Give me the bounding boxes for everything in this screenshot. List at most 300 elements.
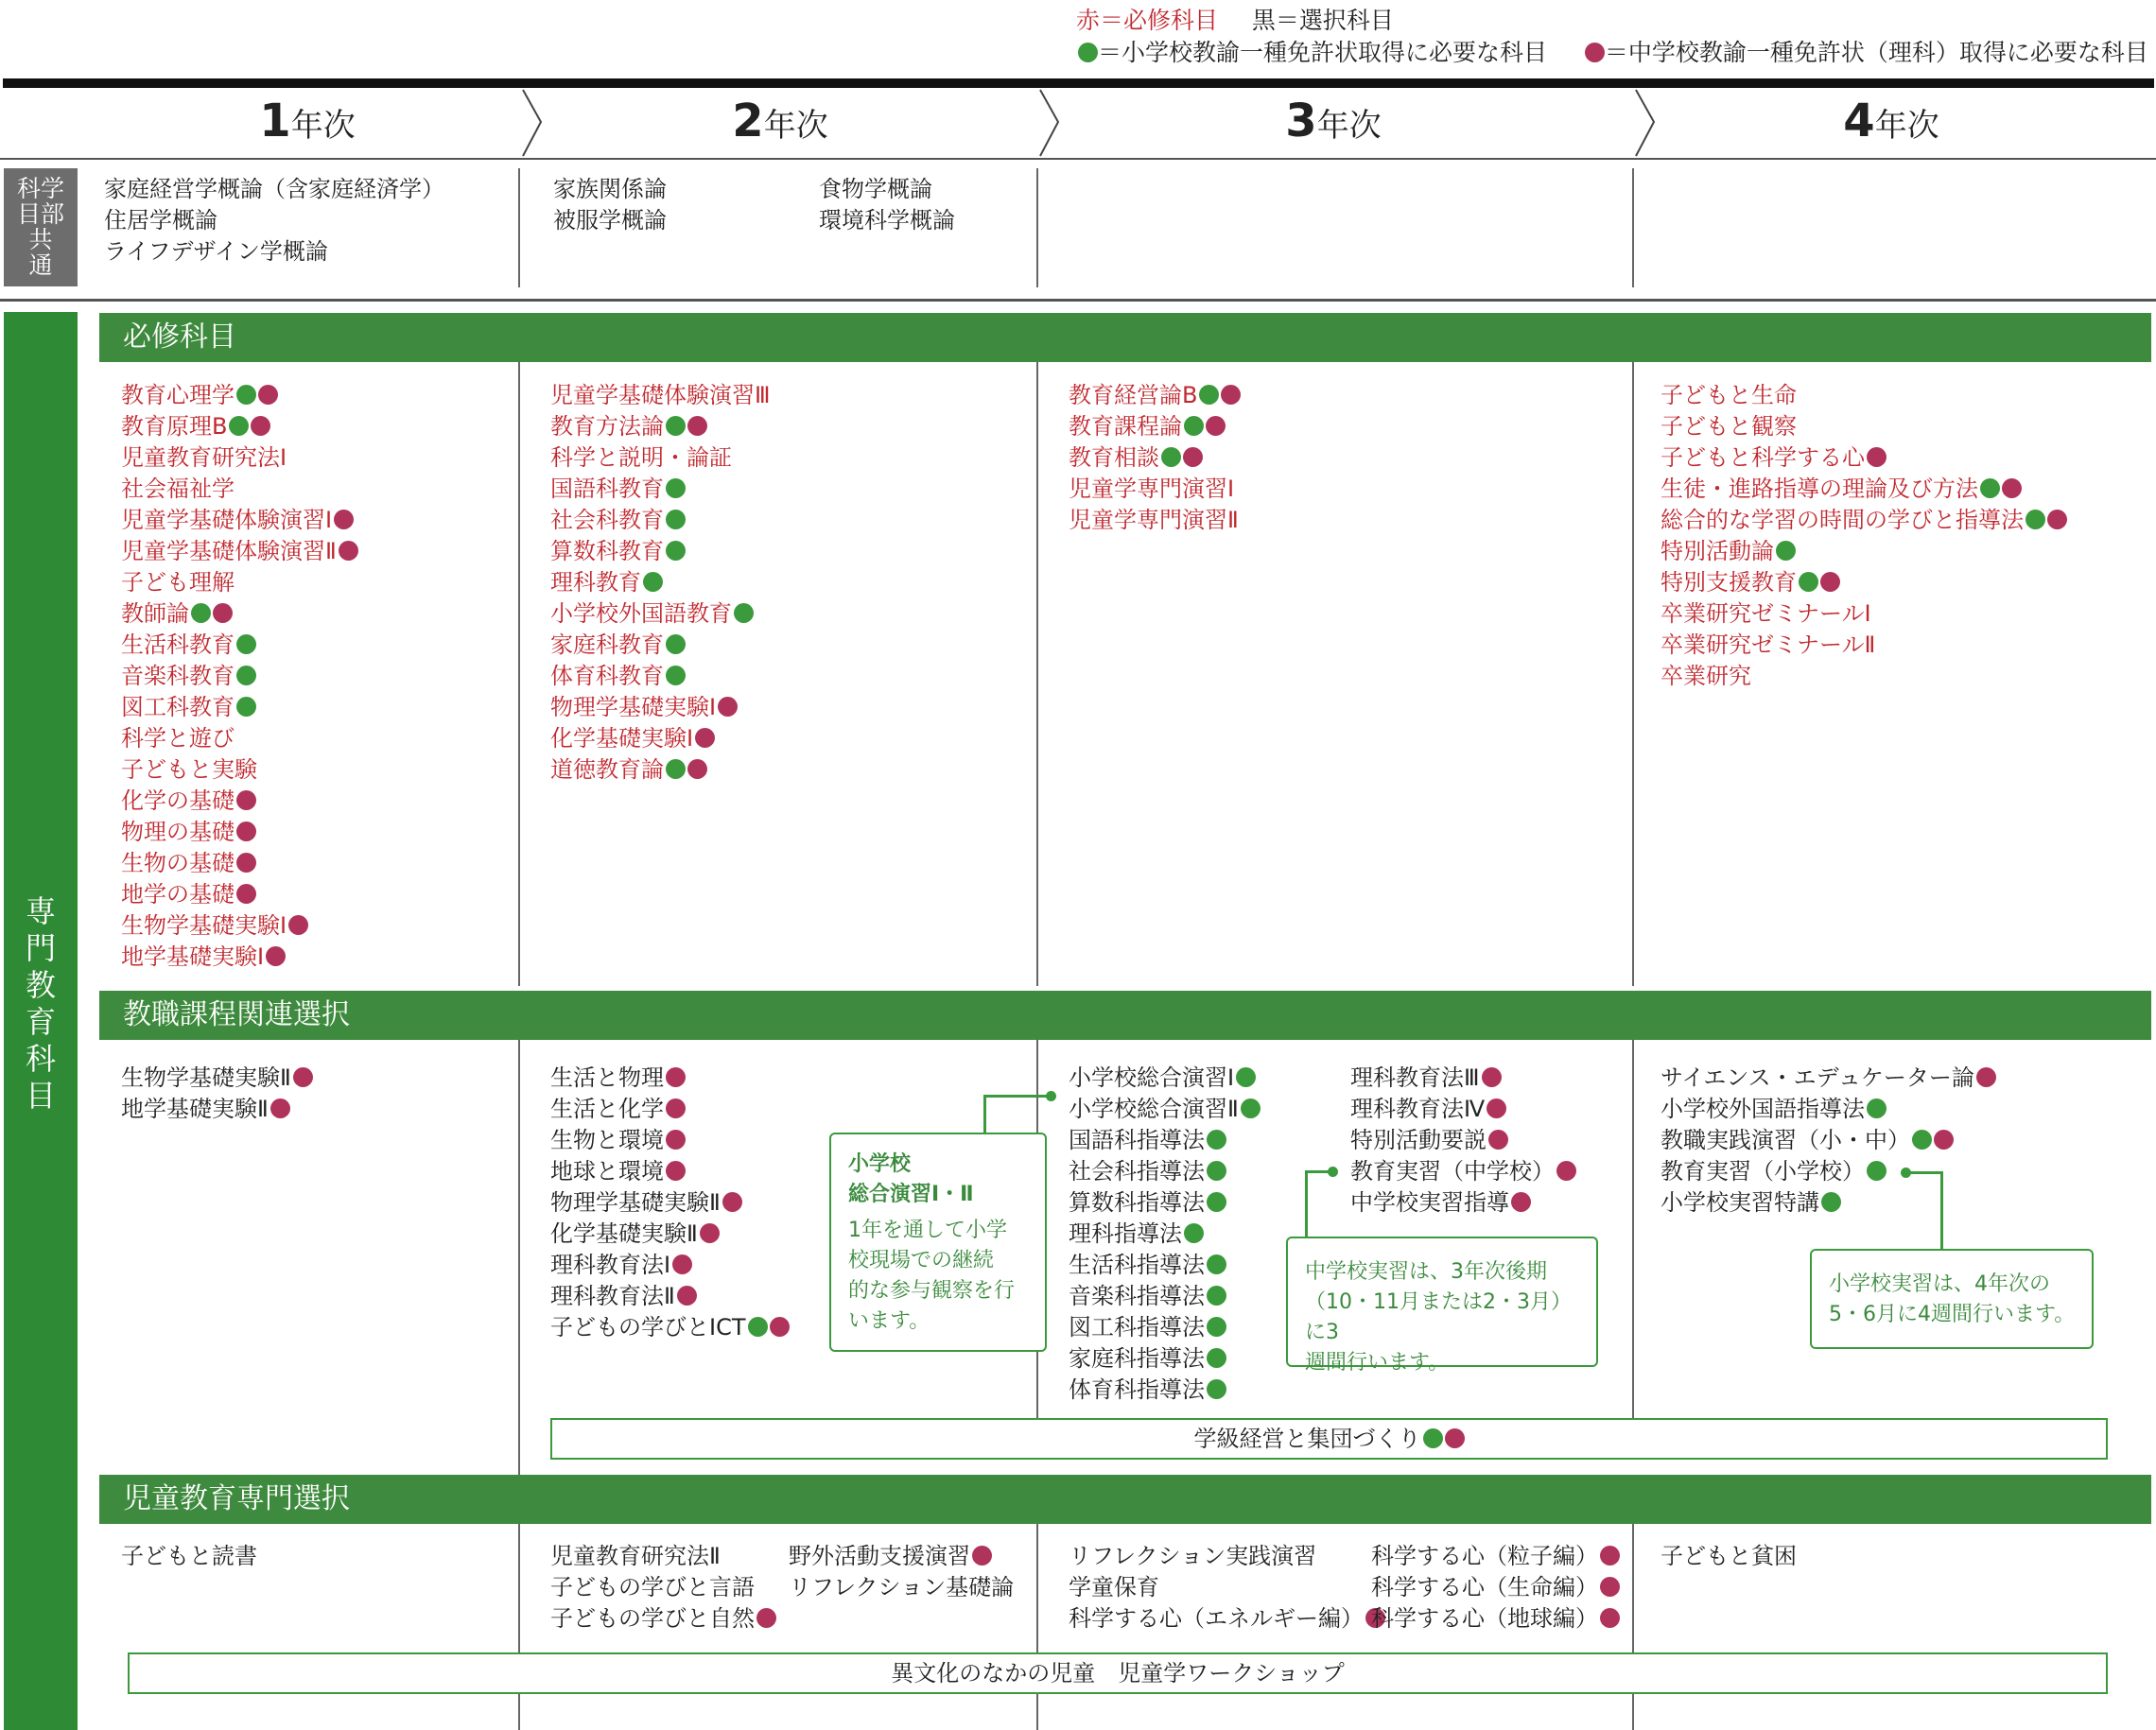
course-item: [1069, 1375, 1261, 1406]
course-item: [1350, 1156, 1576, 1187]
common-label-block: [4, 168, 78, 286]
common-y1: [104, 174, 444, 268]
green-dot-icon: [666, 759, 686, 779]
purple-dot-icon: [2002, 478, 2022, 498]
course-name: 音楽科指導法: [1069, 1283, 1205, 1309]
course-item: [1069, 1603, 1385, 1635]
child-y3b: [1371, 1541, 1620, 1635]
course-item: [550, 442, 771, 474]
purple-dot-icon: [1556, 1161, 1576, 1181]
green-dot-icon: [191, 603, 211, 623]
purple-dot-icon: [339, 541, 358, 561]
year-label-2: 2年次: [732, 95, 828, 147]
col-divider-3d: [1632, 1524, 1634, 1660]
col-divider-1e: [518, 1694, 520, 1730]
year-label-1: 1年次: [259, 95, 356, 147]
course-name: 子どもと観察: [1660, 413, 1797, 440]
purple-dot-icon: [666, 1099, 686, 1118]
course-name: 科学する心（エネルギー編）: [1069, 1605, 1364, 1632]
course-item: [1371, 1541, 1620, 1572]
course-name: 家庭科教育: [550, 631, 664, 658]
legend-green: ＝小学校教諭一種免許状取得に必要な科目: [1098, 39, 1548, 66]
course-item: [1660, 536, 2067, 567]
green-dot-icon: [666, 541, 686, 561]
course-item: [121, 786, 358, 817]
course-name: 地学基礎実験Ⅰ: [121, 943, 265, 970]
course-name: 小学校総合演習Ⅱ: [1069, 1096, 1239, 1122]
course-name: 教職実践演習（小・中）: [1660, 1127, 1910, 1153]
callout-line: います。: [848, 1309, 930, 1333]
teaching-y4: [1660, 1063, 1996, 1219]
course-item: [550, 1156, 790, 1187]
green-dot-icon: [236, 666, 256, 685]
callout-line: 5・6月に4週間行います。: [1829, 1303, 2076, 1326]
child-y2b: [789, 1541, 1014, 1603]
course-name: 図工科指導法: [1069, 1314, 1205, 1341]
course-name: 算数科指導法: [1069, 1189, 1205, 1216]
course-item: [121, 723, 358, 754]
course-item: [121, 567, 358, 598]
course-item: [1069, 1281, 1261, 1312]
green-dot-icon: [1207, 1286, 1226, 1306]
course-item: [121, 754, 358, 786]
course-item: [789, 1541, 1014, 1572]
green-dot-icon: [1078, 43, 1098, 62]
col-divider-2d: [1036, 1524, 1038, 1660]
callout-connector: [1906, 1171, 1942, 1174]
purple-dot-icon: [1206, 416, 1226, 436]
course-name: 児童学基礎体験演習Ⅱ: [121, 538, 337, 564]
purple-dot-icon: [756, 1608, 776, 1628]
legend-row-1: [1076, 2, 1394, 36]
course-item: [550, 536, 771, 567]
connector-dot-icon: [1328, 1167, 1338, 1177]
course-item: [121, 910, 358, 942]
course-name: 子どもと生命: [1660, 382, 1797, 408]
course-name: 地球と環境: [550, 1158, 664, 1185]
purple-dot-icon: [213, 603, 233, 623]
course-name: 子どもと実験: [121, 756, 257, 783]
purple-dot-icon: [1511, 1192, 1531, 1212]
course-name: 科学する心（生命編）: [1371, 1574, 1598, 1600]
year-label-4: 4年次: [1843, 95, 1939, 147]
course-item: [1069, 1094, 1261, 1125]
green-dot-icon: [1912, 1130, 1932, 1150]
course-name: サイエンス・エデュケーター論: [1660, 1064, 1974, 1091]
purple-dot-icon: [972, 1546, 992, 1566]
header-bar: [3, 78, 2154, 88]
callout-connector: [1940, 1171, 1943, 1251]
purple-dot-icon: [1600, 1546, 1620, 1566]
green-dot-icon: [734, 603, 754, 623]
course-name: 小学校実習特講: [1660, 1189, 1819, 1216]
green-dot-icon: [666, 634, 686, 654]
purple-dot-icon: [1482, 1067, 1502, 1087]
course-item: [121, 474, 358, 505]
purple-dot-icon: [236, 790, 256, 810]
legend-row-2: [1076, 34, 2148, 68]
callout-connector: [1305, 1170, 1308, 1238]
course-name: 子どもと科学する心: [1660, 444, 1865, 471]
course-name: 社会科指導法: [1069, 1158, 1205, 1185]
course-item: [121, 942, 358, 973]
course-name: 卒業研究ゼミナールⅠ: [1660, 600, 1871, 627]
course-item: [1660, 474, 2067, 505]
course-name: 科学と説明・論証: [550, 444, 732, 471]
callout-line: 小学校実習は、4年次の: [1829, 1272, 2050, 1296]
divider-under-common: [0, 299, 2156, 302]
callout-chu: [1286, 1237, 1598, 1375]
common-y2b: [819, 174, 955, 236]
course-name: リフレクション基礎論: [789, 1574, 1015, 1600]
course-name: 学童保育: [1069, 1574, 1159, 1600]
course-item: [1660, 567, 2067, 598]
course-item: [1069, 1572, 1385, 1603]
course-item: 環境科学概論: [819, 207, 955, 234]
legend-required: 赤＝必修科目: [1076, 7, 1219, 34]
course-item: 家庭経営学概論（含家庭経済学）: [104, 176, 444, 202]
green-dot-icon: [229, 416, 249, 436]
purple-dot-icon: [1600, 1608, 1620, 1628]
course-name: 教師論: [121, 600, 189, 627]
green-dot-icon: [1184, 1223, 1204, 1243]
course-name: 教育心理学: [121, 382, 235, 408]
course-name: 卒業研究ゼミナールⅡ: [1660, 631, 1876, 658]
callout-connector: [983, 1095, 986, 1134]
course-name: 科学と遊び: [121, 725, 235, 752]
callout-line: 週間行います。: [1305, 1351, 1450, 1375]
course-name: 物理学基礎実験Ⅰ: [550, 694, 717, 720]
connector-dot-icon: [1046, 1091, 1056, 1101]
course-name: 生活科教育: [121, 631, 235, 658]
purple-dot-icon: [266, 946, 286, 966]
course-item: [550, 661, 771, 692]
common-y2a: [553, 174, 667, 236]
course-item: [121, 442, 358, 474]
course-item: [1660, 1541, 1797, 1572]
course-item: [550, 1603, 776, 1635]
purple-dot-icon: [718, 697, 738, 717]
green-dot-icon: [1867, 1099, 1886, 1118]
purple-dot-icon: [687, 416, 707, 436]
callout-line: 総合演習Ⅰ・Ⅱ: [848, 1183, 974, 1206]
course-name: 教育相談: [1069, 444, 1159, 471]
callout-line: 校現場での継続: [848, 1249, 995, 1272]
course-name: 野外活動支援演習: [789, 1543, 970, 1569]
course-item: [1660, 442, 2067, 474]
green-dot-icon: [643, 572, 663, 592]
legend-elective: 黒＝選択科目: [1251, 7, 1394, 34]
required-y1: [121, 380, 358, 973]
course-item: [1660, 1125, 1996, 1156]
course-name: 化学基礎実験Ⅱ: [550, 1220, 698, 1247]
course-name: 理科教育: [550, 569, 641, 596]
common-label-line: 目部: [16, 200, 64, 228]
course-item: [121, 692, 358, 723]
course-item: [1069, 411, 1241, 442]
child-y4: [1660, 1541, 1797, 1572]
course-item: [1069, 1250, 1261, 1281]
course-item: [1069, 474, 1241, 505]
callout-line: （10・11月または2・3月）に3: [1305, 1290, 1572, 1344]
course-name: 総合的な学習の時間の学びと指導法: [1660, 507, 2024, 533]
course-item: 食物学概論: [819, 176, 932, 202]
course-name: 生活と物理: [550, 1064, 664, 1091]
green-dot-icon: [1241, 1099, 1261, 1118]
course-name: 生活科指導法: [1069, 1252, 1205, 1278]
course-name: 物理学基礎実験Ⅱ: [550, 1189, 721, 1216]
course-name: 物理の基礎: [121, 819, 235, 845]
course-item: [121, 380, 358, 411]
course-item: [1069, 1125, 1261, 1156]
green-dot-icon: [1207, 1254, 1226, 1274]
course-name: 児童教育研究法Ⅱ: [550, 1543, 721, 1569]
purple-dot-icon: [288, 915, 308, 935]
course-item: [550, 505, 771, 536]
purple-dot-icon: [1934, 1130, 1954, 1150]
section-teaching: 教職課程関連選択: [99, 991, 2151, 1040]
course-item: [121, 630, 358, 661]
purple-dot-icon: [695, 728, 715, 748]
purple-dot-icon: [293, 1067, 313, 1087]
course-name: 生物学基礎実験Ⅱ: [121, 1064, 291, 1091]
purple-dot-icon: [236, 884, 256, 904]
teaching-y1: [121, 1063, 313, 1125]
purple-dot-icon: [677, 1286, 697, 1306]
course-name: 教育原理B: [121, 413, 228, 440]
course-name: 体育科指導法: [1069, 1376, 1205, 1403]
course-name: 体育科教育: [550, 663, 664, 689]
green-dot-icon: [1867, 1161, 1886, 1181]
course-name: 理科教育法Ⅳ: [1350, 1096, 1486, 1122]
course-item: [550, 411, 771, 442]
green-dot-icon: [1980, 478, 2000, 498]
col-divider-2e: [1036, 1694, 1038, 1730]
green-dot-icon: [666, 416, 686, 436]
green-dot-icon: [1236, 1067, 1256, 1087]
callout-line: 1年を通して小学: [848, 1219, 1007, 1242]
specialty-label-line: 専: [25, 893, 56, 929]
green-dot-icon: [1199, 385, 1219, 405]
purple-dot-icon: [236, 853, 256, 873]
course-item: [1660, 1156, 1996, 1187]
purple-dot-icon: [672, 1254, 692, 1274]
purple-dot-icon: [1820, 572, 1840, 592]
course-name: リフレクション実践演習: [1069, 1543, 1317, 1569]
green-dot-icon: [1776, 541, 1796, 561]
course-name: 国語科教育: [550, 476, 664, 502]
course-item: [1350, 1063, 1576, 1094]
specialty-label-block: [4, 312, 78, 1730]
course-name: 科学する心（地球編）: [1371, 1605, 1598, 1632]
course-name: 児童学基礎体験演習Ⅰ: [121, 507, 333, 533]
course-item: [1660, 411, 2067, 442]
course-name: 子どもの学びとICT: [550, 1314, 746, 1341]
course-name: 特別活動要説: [1350, 1127, 1487, 1153]
course-item: [1069, 1219, 1261, 1250]
common-label-line: 共: [28, 226, 53, 253]
purple-dot-icon: [2047, 510, 2067, 529]
course-item: [550, 567, 771, 598]
green-dot-icon: [1207, 1192, 1226, 1212]
purple-dot-icon: [666, 1067, 686, 1087]
course-name: 道徳教育論: [550, 756, 664, 783]
required-y4: [1660, 380, 2067, 692]
course-item: [550, 1063, 790, 1094]
course-item: [1350, 1125, 1576, 1156]
purple-dot-icon: [1867, 447, 1886, 467]
course-item: [1660, 661, 2067, 692]
col-divider-1b: [518, 362, 520, 986]
teaching-y2: [550, 1063, 790, 1343]
col-divider-1d: [518, 1524, 520, 1660]
course-name: 生物の基礎: [121, 850, 235, 876]
course-item: [1069, 1187, 1261, 1219]
course-item: [1660, 380, 2067, 411]
course-item: [121, 848, 358, 879]
course-item: 家族関係論: [553, 176, 667, 202]
section-child: 児童教育専門選択: [99, 1475, 2151, 1524]
course-name: 小学校外国語教育: [550, 600, 732, 627]
course-item: [1069, 442, 1241, 474]
course-name: 生活と化学: [550, 1096, 664, 1122]
course-item: [1069, 1312, 1261, 1343]
course-name: 化学基礎実験Ⅰ: [550, 725, 694, 752]
course-name: 教育方法論: [550, 413, 664, 440]
course-item: [550, 1572, 776, 1603]
purple-dot-icon: [251, 416, 270, 436]
course-item: [550, 1094, 790, 1125]
purple-dot-icon: [1585, 43, 1605, 62]
course-name: 理科教育法Ⅱ: [550, 1283, 675, 1309]
required-y2: [550, 380, 771, 786]
course-item: [550, 630, 771, 661]
course-item: [1660, 1063, 1996, 1094]
callout-connector: [983, 1095, 1052, 1098]
course-item: [550, 723, 771, 754]
purple-dot-icon: [1976, 1067, 1996, 1087]
callout-line: 的な参与観察を行: [848, 1279, 1016, 1303]
course-name: 特別活動論: [1660, 538, 1774, 564]
green-dot-icon: [236, 697, 256, 717]
course-item: [1660, 505, 2067, 536]
callout-line: 小学校: [848, 1152, 912, 1176]
course-name: 科学する心（粒子編）: [1371, 1543, 1598, 1569]
course-item: [1069, 380, 1241, 411]
green-dot-icon: [1207, 1130, 1226, 1150]
course-name: 生徒・進路指導の理論及び方法: [1660, 476, 1978, 502]
course-name: 化学の基礎: [121, 787, 235, 814]
course-item: [550, 754, 771, 786]
course-item: [550, 380, 771, 411]
course-item: [1371, 1603, 1620, 1635]
green-dot-icon: [666, 510, 686, 529]
course-item: [1069, 505, 1241, 536]
teaching-y3b: [1350, 1063, 1576, 1219]
course-item: [550, 598, 771, 630]
course-item: [550, 1125, 790, 1156]
course-item: [1069, 1156, 1261, 1187]
course-item: [550, 692, 771, 723]
course-item: [121, 817, 358, 848]
green-dot-icon: [1207, 1317, 1226, 1337]
col-divider-1c: [518, 1040, 520, 1475]
course-item: [1350, 1094, 1576, 1125]
course-name: 子どもと貧困: [1660, 1543, 1797, 1569]
common-label-line: 科学: [16, 175, 64, 202]
course-name: 子どもの学びと自然: [550, 1605, 755, 1632]
col-divider-3e: [1632, 1694, 1634, 1730]
course-name: 教育課程論: [1069, 413, 1182, 440]
course-item: [121, 505, 358, 536]
specialty-label-line: 科: [25, 1041, 56, 1077]
course-item: [121, 661, 358, 692]
course-item: [789, 1572, 1014, 1603]
course-name: 理科教育法Ⅲ: [1350, 1064, 1480, 1091]
connector-dot-icon: [1901, 1168, 1911, 1178]
purple-dot-icon: [258, 385, 278, 405]
green-dot-icon: [1207, 1161, 1226, 1181]
course-name: 理科教育法Ⅰ: [550, 1252, 671, 1278]
callout-sogo: [829, 1133, 1047, 1352]
specialty-label-line: 門: [25, 930, 56, 966]
col-divider-3b: [1632, 362, 1634, 986]
purple-dot-icon: [770, 1317, 790, 1337]
course-item: [121, 1541, 257, 1572]
green-dot-icon: [1207, 1379, 1226, 1399]
course-name: 児童学専門演習Ⅰ: [1069, 476, 1235, 502]
callout-sho: [1810, 1249, 2094, 1349]
purple-dot-icon: [334, 510, 354, 529]
child-y2a: [550, 1541, 776, 1635]
course-name: 図工科教育: [121, 694, 235, 720]
col-divider-3: [1632, 168, 1634, 287]
course-item: ライフデザイン学概論: [104, 238, 328, 265]
course-name: 中学校実習指導: [1350, 1189, 1509, 1216]
green-dot-icon: [666, 666, 686, 685]
course-item: [1660, 598, 2067, 630]
course-item: [550, 1187, 790, 1219]
course-item: [550, 1541, 776, 1572]
purple-dot-icon: [1221, 385, 1241, 405]
callout-line: 中学校実習は、3年次後期: [1305, 1260, 1547, 1284]
purple-dot-icon: [1183, 447, 1203, 467]
course-name: 学級経営と集団づくり: [1193, 1426, 1421, 1452]
course-item: 住居学概論: [104, 207, 217, 234]
common-label-line: 通: [28, 251, 53, 279]
required-y3: [1069, 380, 1241, 536]
course-name: 理科指導法: [1069, 1220, 1182, 1247]
course-name: 教育実習（小学校）: [1660, 1158, 1865, 1185]
course-name: 生物と環境: [550, 1127, 664, 1153]
purple-dot-icon: [722, 1192, 742, 1212]
col-divider-2: [1036, 168, 1038, 287]
child-y1: [121, 1541, 257, 1572]
green-dot-icon: [236, 385, 256, 405]
course-item: [1371, 1572, 1620, 1603]
course-name: 家庭科指導法: [1069, 1345, 1205, 1372]
purple-dot-icon: [666, 1130, 686, 1150]
wide-course-ibunka: 異文化のなかの児童 児童学ワークショップ: [128, 1652, 2108, 1694]
green-dot-icon: [1207, 1348, 1226, 1368]
course-item: [550, 1219, 790, 1250]
course-item: [550, 1312, 790, 1343]
green-dot-icon: [1184, 416, 1204, 436]
course-name: 教育経営論B: [1069, 382, 1198, 408]
course-item: [121, 879, 358, 910]
purple-dot-icon: [1487, 1099, 1506, 1118]
green-dot-icon: [1799, 572, 1818, 592]
